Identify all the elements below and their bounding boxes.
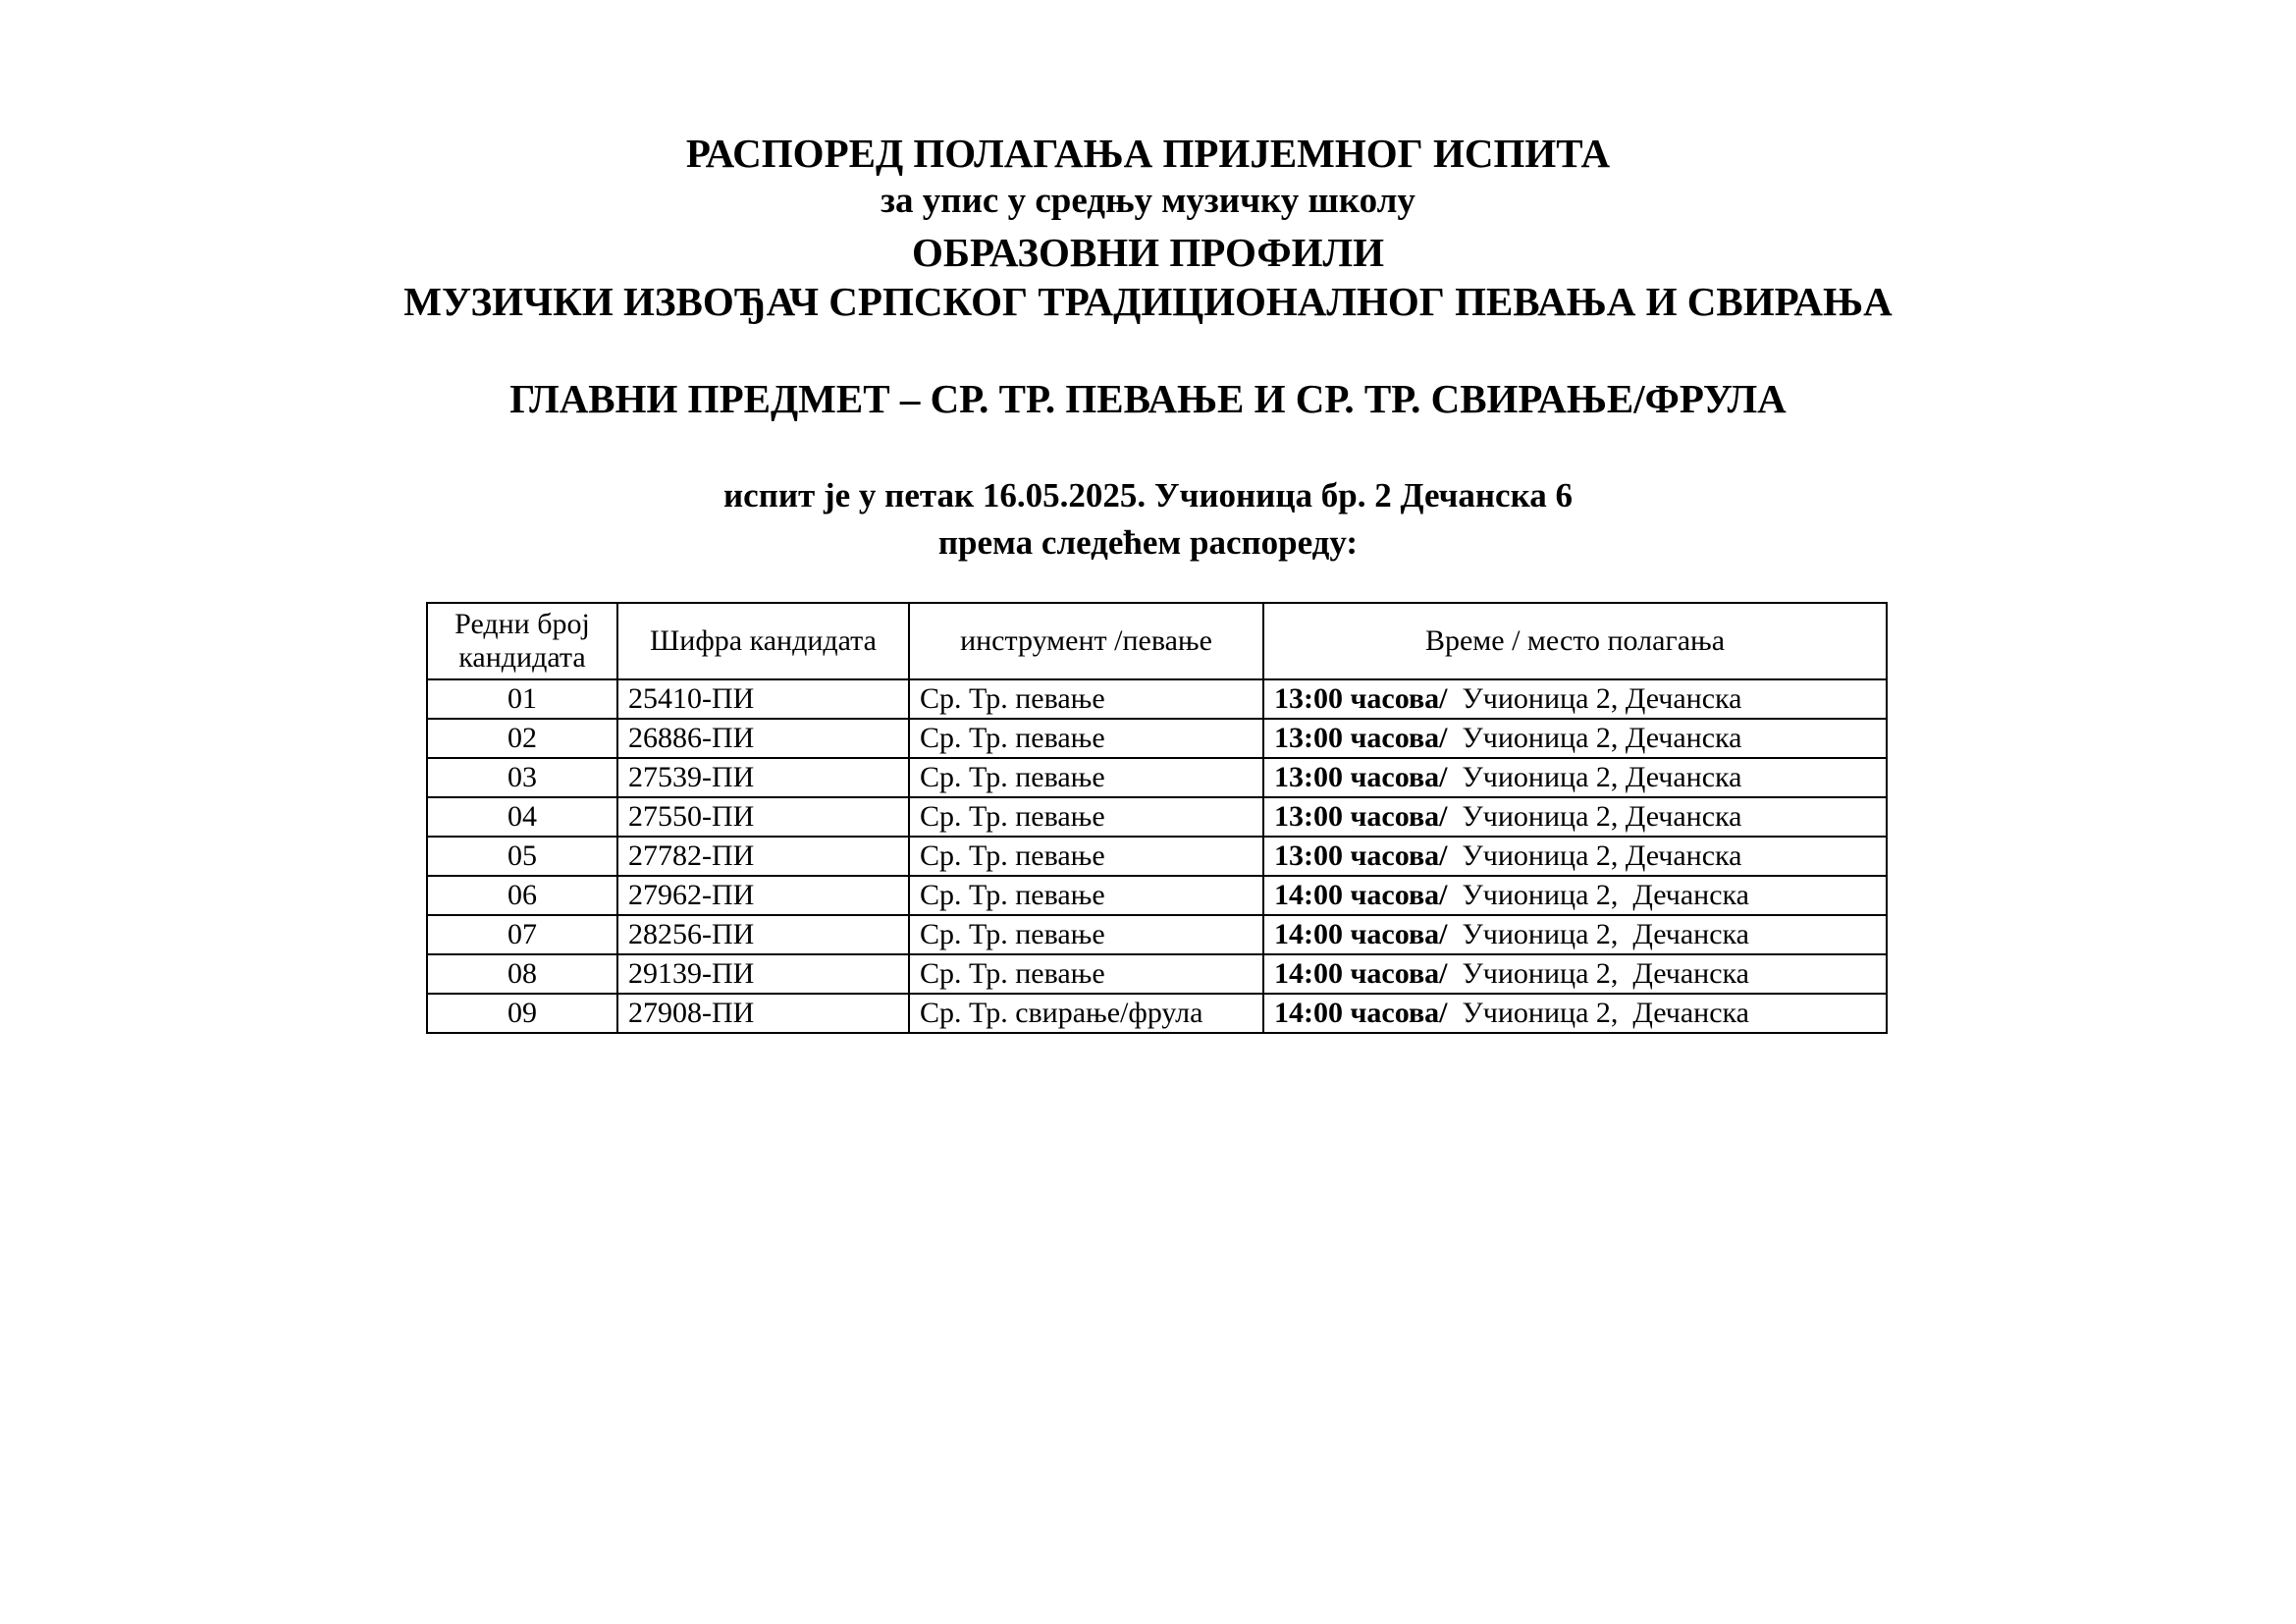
cell-candidate-number: 03: [427, 758, 617, 797]
header-candidate-number-line2: кандидата: [458, 641, 586, 674]
profile-name: МУЗИЧКИ ИЗВОЂАЧ СРПСКОГ ТРАДИЦИОНАЛНОГ ПЕВАЊА И СВИРАЊА: [403, 279, 1893, 324]
table-row: [427, 994, 1887, 1033]
cell-candidate-code: 27782-ПИ: [617, 837, 909, 876]
cell-time-place: [1263, 679, 1887, 719]
header-time-place: Време / место полагања: [1263, 603, 1887, 679]
cell-candidate-code: 25410-ПИ: [617, 679, 909, 719]
schedule-table: [426, 602, 1888, 1034]
cell-candidate-number: 08: [427, 954, 617, 994]
table-row: [427, 679, 1887, 719]
cell-instrument: Ср. Тр. певање: [909, 837, 1263, 876]
table-row: [427, 876, 1887, 915]
cell-candidate-code: 28256-ПИ: [617, 915, 909, 954]
cell-candidate-number: 06: [427, 876, 617, 915]
main-subject-heading: ГЛАВНИ ПРЕДМЕТ – СР. ТР. ПЕВАЊЕ И СР. ТР. СВИРАЊЕ/ФРУЛА: [509, 376, 1787, 421]
table-header-row: [427, 603, 1887, 679]
table-row: [427, 758, 1887, 797]
exam-time: 13:00 часова/: [1274, 800, 1448, 833]
exam-location: Учионица 2, Дечанска: [1462, 800, 1742, 833]
cell-time-place: [1263, 954, 1887, 994]
exam-time: 13:00 часова/: [1274, 839, 1448, 872]
table-row: [427, 719, 1887, 758]
cell-candidate-number: 04: [427, 797, 617, 837]
table-row: [427, 797, 1887, 837]
header-candidate-number-line1: Редни број: [454, 608, 590, 640]
cell-candidate-code: 27550-ПИ: [617, 797, 909, 837]
document-subtitle: за упис у средњу музичку школу: [881, 181, 1415, 221]
cell-time-place: [1263, 837, 1887, 876]
cell-instrument: Ср. Тр. певање: [909, 915, 1263, 954]
cell-candidate-number: 07: [427, 915, 617, 954]
exam-location: Учионица 2, Дечанска: [1462, 682, 1742, 715]
exam-time: 14:00 часова/: [1274, 957, 1448, 990]
exam-info: испит је у петак 16.05.2025. Учионица бр. 2 Дечанска 6: [723, 476, 1573, 514]
exam-location: Учионица 2, Дечанска: [1462, 722, 1742, 754]
cell-time-place: [1263, 758, 1887, 797]
profiles-heading: ОБРАЗОВНИ ПРОФИЛИ: [912, 230, 1384, 275]
cell-candidate-number: 09: [427, 994, 617, 1033]
cell-instrument: Ср. Тр. певање: [909, 954, 1263, 994]
table-row: [427, 954, 1887, 994]
exam-location: Учионица 2, Дечанска: [1462, 918, 1749, 950]
cell-candidate-code: 29139-ПИ: [617, 954, 909, 994]
cell-candidate-code: 27539-ПИ: [617, 758, 909, 797]
cell-instrument: Ср. Тр. певање: [909, 679, 1263, 719]
cell-candidate-number: 01: [427, 679, 617, 719]
header-candidate-number: [427, 603, 617, 679]
cell-candidate-code: 27962-ПИ: [617, 876, 909, 915]
exam-time: 13:00 часова/: [1274, 761, 1448, 793]
schedule-note: према следећем распореду:: [937, 523, 1359, 562]
cell-time-place: [1263, 994, 1887, 1033]
exam-location: Учионица 2, Дечанска: [1462, 997, 1749, 1029]
exam-time: 14:00 часова/: [1274, 997, 1448, 1029]
exam-time: 13:00 часова/: [1274, 682, 1448, 715]
cell-instrument: Ср. Тр. певање: [909, 797, 1263, 837]
document-title: РАСПОРЕД ПОЛАГАЊА ПРИЈЕМНОГ ИСПИТА: [685, 131, 1611, 176]
cell-time-place: [1263, 915, 1887, 954]
cell-candidate-number: 05: [427, 837, 617, 876]
schedule-table-body: [427, 679, 1887, 1033]
exam-location: Учионица 2, Дечанска: [1462, 761, 1742, 793]
cell-time-place: [1263, 876, 1887, 915]
cell-instrument: Ср. Тр. певање: [909, 758, 1263, 797]
header-instrument: инструмент /певање: [909, 603, 1263, 679]
exam-location: Учионица 2, Дечанска: [1462, 839, 1742, 872]
table-row: [427, 915, 1887, 954]
cell-time-place: [1263, 719, 1887, 758]
exam-time: 14:00 часова/: [1274, 918, 1448, 950]
cell-instrument: Ср. Тр. певање: [909, 876, 1263, 915]
cell-instrument: Ср. Тр. свирање/фрула: [909, 994, 1263, 1033]
exam-time: 13:00 часова/: [1274, 722, 1448, 754]
cell-instrument: Ср. Тр. певање: [909, 719, 1263, 758]
table-row: [427, 837, 1887, 876]
exam-time: 14:00 часова/: [1274, 879, 1448, 911]
cell-candidate-code: 27908-ПИ: [617, 994, 909, 1033]
exam-location: Учионица 2, Дечанска: [1462, 879, 1749, 911]
cell-candidate-code: 26886-ПИ: [617, 719, 909, 758]
exam-location: Учионица 2, Дечанска: [1462, 957, 1749, 990]
cell-candidate-number: 02: [427, 719, 617, 758]
cell-time-place: [1263, 797, 1887, 837]
header-candidate-code: Шифра кандидата: [617, 603, 909, 679]
